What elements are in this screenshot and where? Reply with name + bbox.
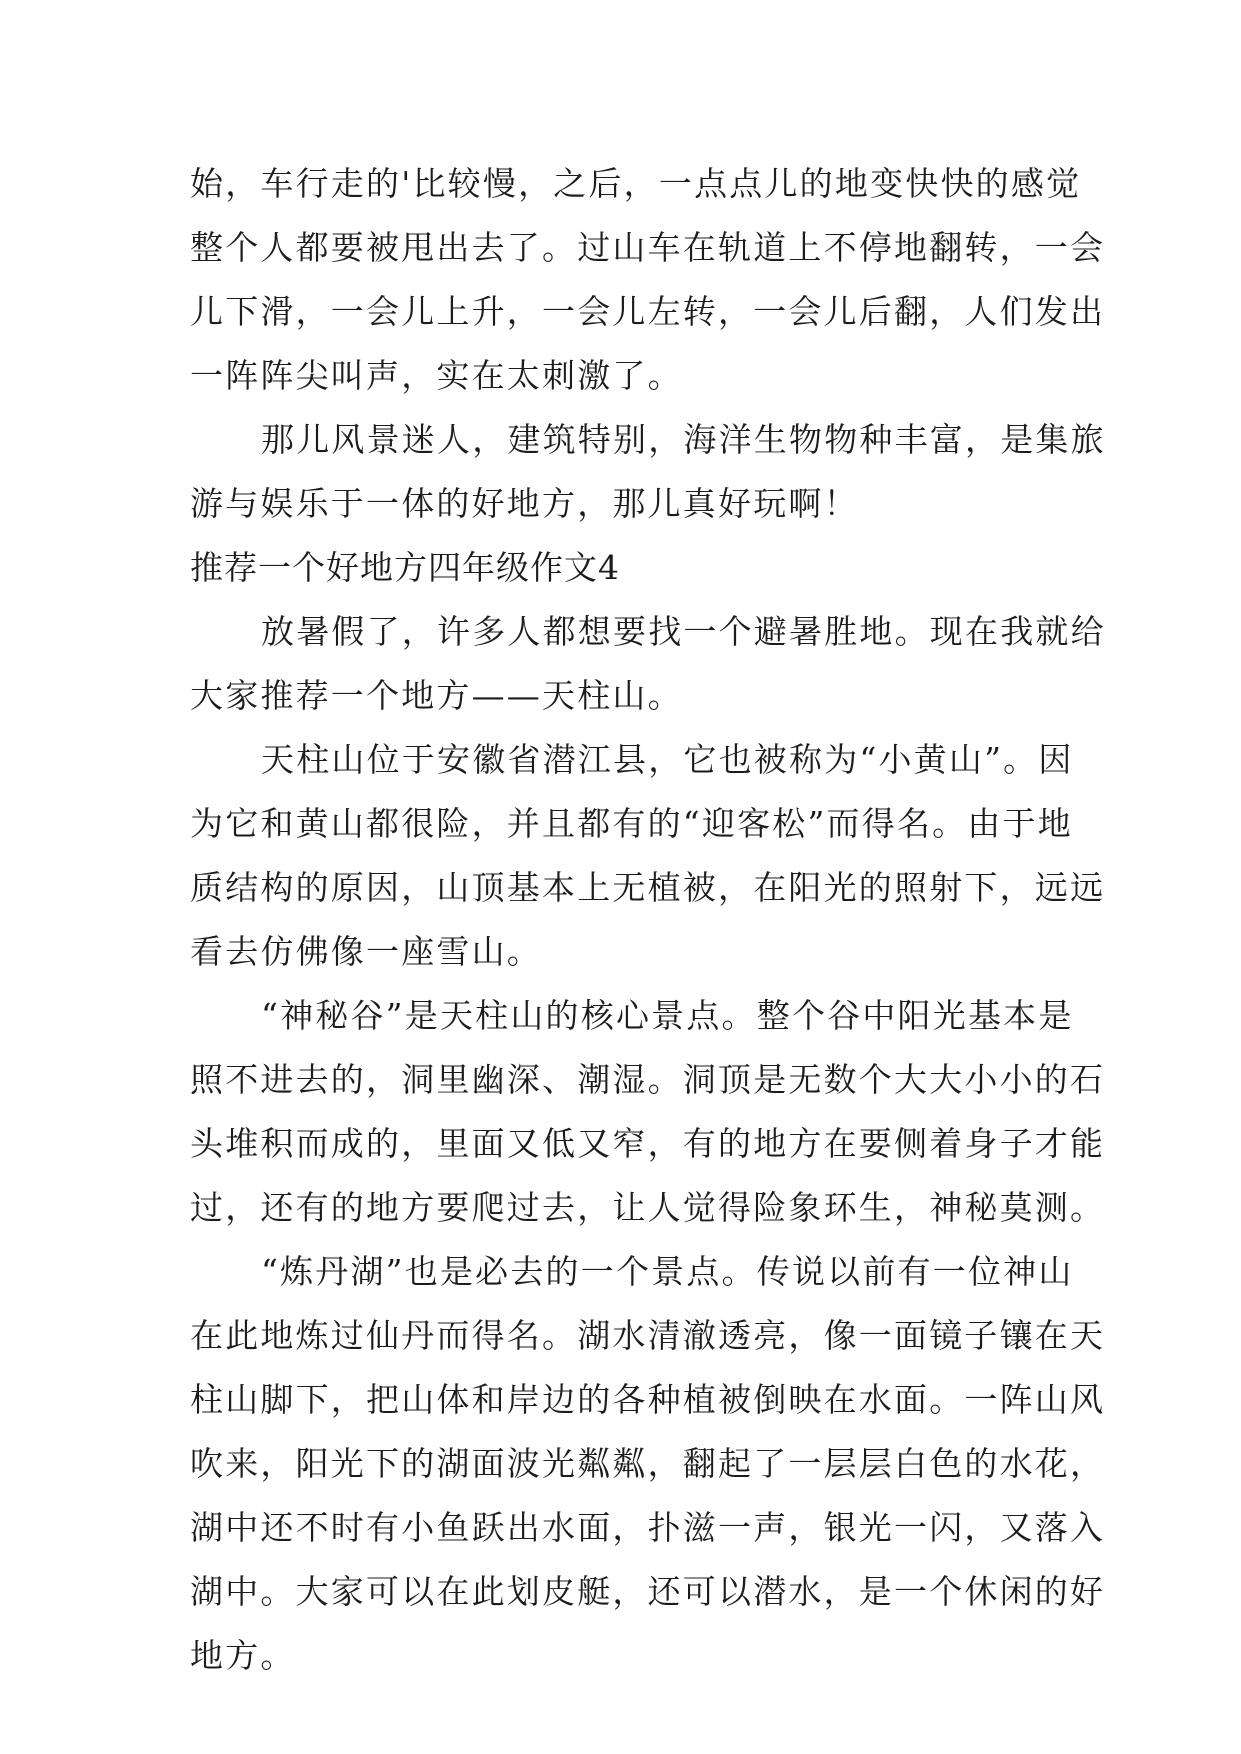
paragraph-first-line: 放暑假了，许多人都想要找一个避暑胜地。现在我就给: [261, 612, 1106, 651]
text-line: 整个人都要被甩出去了。过山车在轨道上不停地翻转，一会: [190, 228, 1106, 267]
text-line: 吹来，阳光下的湖面波光粼粼，翻起了一层层白色的水花，: [190, 1444, 1106, 1483]
text-line: 头堆积而成的，里面又低又窄，有的地方在要侧着身子才能: [190, 1124, 1106, 1163]
text-line: 过，还有的地方要爬过去，让人觉得险象环生，神秘莫测。: [190, 1188, 1106, 1227]
document-body: [190, 152, 1106, 1688]
text-line: 为它和黄山都很险，并且都有的“迎客松”而得名。由于地: [190, 804, 1073, 843]
text-line: 大家推荐一个地方——天柱山。: [190, 676, 683, 715]
text-line: 儿下滑，一会儿上升，一会儿左转，一会儿后翻，人们发出: [190, 292, 1106, 331]
text-line: 地方。: [190, 1636, 296, 1675]
text-line: 一阵阵尖叫声，实在太刺激了。: [190, 356, 683, 395]
text-line: 柱山脚下，把山体和岸边的各种植被倒映在水面。一阵山风: [190, 1380, 1106, 1419]
paragraph-first-line: “神秘谷”是天柱山的核心景点。整个谷中阳光基本是: [261, 996, 1074, 1035]
text-line: 照不进去的，洞里幽深、潮湿。洞顶是无数个大大小小的石: [190, 1060, 1106, 1099]
text-line: 质结构的原因，山顶基本上无植被，在阳光的照射下，远远: [190, 868, 1106, 907]
text-line: 始，车行走的'比较慢，之后，一点点儿的地变快快的感觉: [190, 164, 1082, 203]
text-line: 游与娱乐于一体的好地方，那儿真好玩啊！: [190, 484, 859, 523]
paragraph-first-line: 那儿风景迷人，建筑特别，海洋生物物种丰富，是集旅: [261, 420, 1106, 459]
text-line: 湖中。大家可以在此划皮艇，还可以潜水，是一个休闲的好: [190, 1572, 1106, 1611]
section-heading: 推荐一个好地方四年级作文4: [190, 548, 620, 587]
text-line: 湖中还不时有小鱼跃出水面，扑滋一声，银光一闪，又落入: [190, 1508, 1106, 1547]
text-line: 在此地炼过仙丹而得名。湖水清澈透亮，像一面镜子镶在天: [190, 1316, 1106, 1355]
paragraph-first-line: “炼丹湖”也是必去的一个景点。传说以前有一位神山: [261, 1252, 1074, 1291]
paragraph-first-line: 天柱山位于安徽省潜江县，它也被称为“小黄山”。因: [261, 740, 1074, 779]
text-line: 看去仿佛像一座雪山。: [190, 932, 542, 971]
